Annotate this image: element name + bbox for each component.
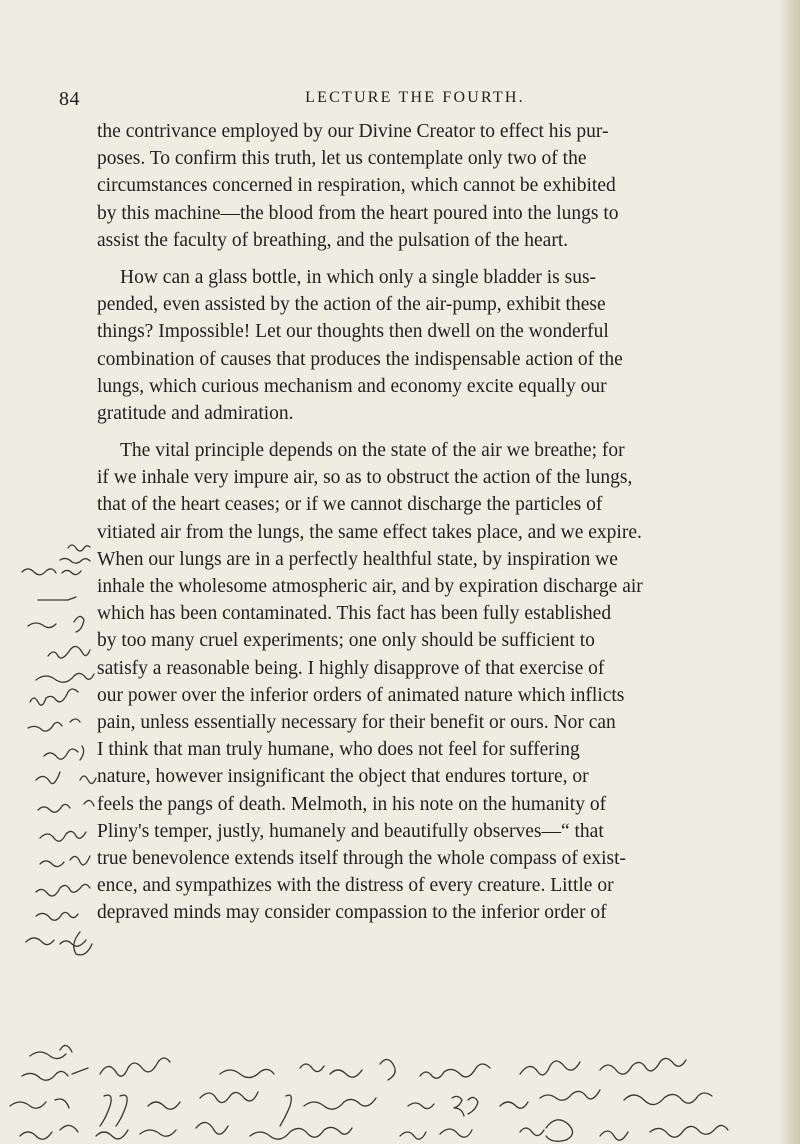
text-line: true benevolence extends itself through the whole compass of exist- bbox=[97, 848, 627, 870]
text-line: circumstances concerned in respiration, which cannot be exhibited bbox=[97, 175, 616, 197]
running-head: LECTURE THE FOURTH. bbox=[305, 89, 525, 106]
text-line: combination of causes that produces the indispensable action of the bbox=[97, 348, 623, 370]
text-line: pain, unless essentially necessary for their benefit or ours. Nor can bbox=[97, 712, 616, 734]
text-line: things? Impossible! Let our thoughts then dwell on the wonderful bbox=[97, 321, 609, 343]
text-line: by this machine—the blood from the heart poured into the lungs to bbox=[97, 202, 619, 224]
text-line: When our lungs are in a perfectly healthful state, by inspiration we bbox=[97, 548, 618, 570]
text-line: by too many cruel experiments; one only should be sufficient to bbox=[97, 630, 595, 652]
text-line: depraved minds may consider compassion to the inferior order of bbox=[97, 902, 607, 924]
text-line: satisfy a reasonable being. I highly disapprove of that exercise of bbox=[97, 657, 605, 679]
text-line: The vital principle depends on the state of the air we breathe; for bbox=[120, 440, 625, 461]
text-line: vitiated air from the lungs, the same effect takes place, and we expire. bbox=[97, 521, 642, 543]
text-line: which has been contaminated. This fact has been fully established bbox=[97, 603, 612, 625]
text-line: that of the heart ceases; or if we cannot discharge the particles of bbox=[97, 494, 603, 516]
text-line: nature, however insignificant the object that endures torture, or bbox=[97, 766, 589, 788]
text-line: assist the faculty of breathing, and the pulsation of the heart. bbox=[97, 229, 569, 251]
paragraph-1 bbox=[97, 118, 725, 254]
text-line: our power over the inferior orders of animated nature which inflicts bbox=[97, 684, 625, 706]
text-line: if we inhale very impure air, so as to obstruct the action of the lungs, bbox=[97, 467, 633, 489]
text-line: Pliny's temper, justly, humanely and beautifully observes—“ that bbox=[97, 820, 604, 842]
text-line: inhale the wholesome atmospheric air, and by expiration discharge air bbox=[97, 576, 643, 598]
page-number: 84 bbox=[59, 88, 80, 110]
text-line: poses. To confirm this truth, let us contemplate only two of the bbox=[97, 148, 587, 170]
text-line: lungs, which curious mechanism and economy excite equally our bbox=[97, 375, 607, 397]
handwritten-bottom-notes bbox=[0, 1044, 800, 1144]
paragraph-3 bbox=[97, 437, 725, 927]
text-line: gratitude and admiration. bbox=[97, 403, 294, 425]
handwritten-margin-notes bbox=[0, 0, 100, 1144]
text-line: the contrivance employed by our Divine Creator to effect his pur- bbox=[97, 121, 609, 142]
text-line: feels the pangs of death. Melmoth, in his note on the humanity of bbox=[97, 793, 607, 815]
page-edge-shadow bbox=[778, 0, 800, 1144]
paragraph-2 bbox=[97, 264, 725, 427]
text-line: How can a glass bottle, in which only a single bladder is sus- bbox=[120, 267, 597, 288]
text-line: pended, even assisted by the action of the air-pump, exhibit these bbox=[97, 294, 606, 316]
text-line: I think that man truly humane, who does not feel for suffering bbox=[97, 739, 580, 761]
text-line: ence, and sympathizes with the distress of every creature. Little or bbox=[97, 875, 614, 897]
